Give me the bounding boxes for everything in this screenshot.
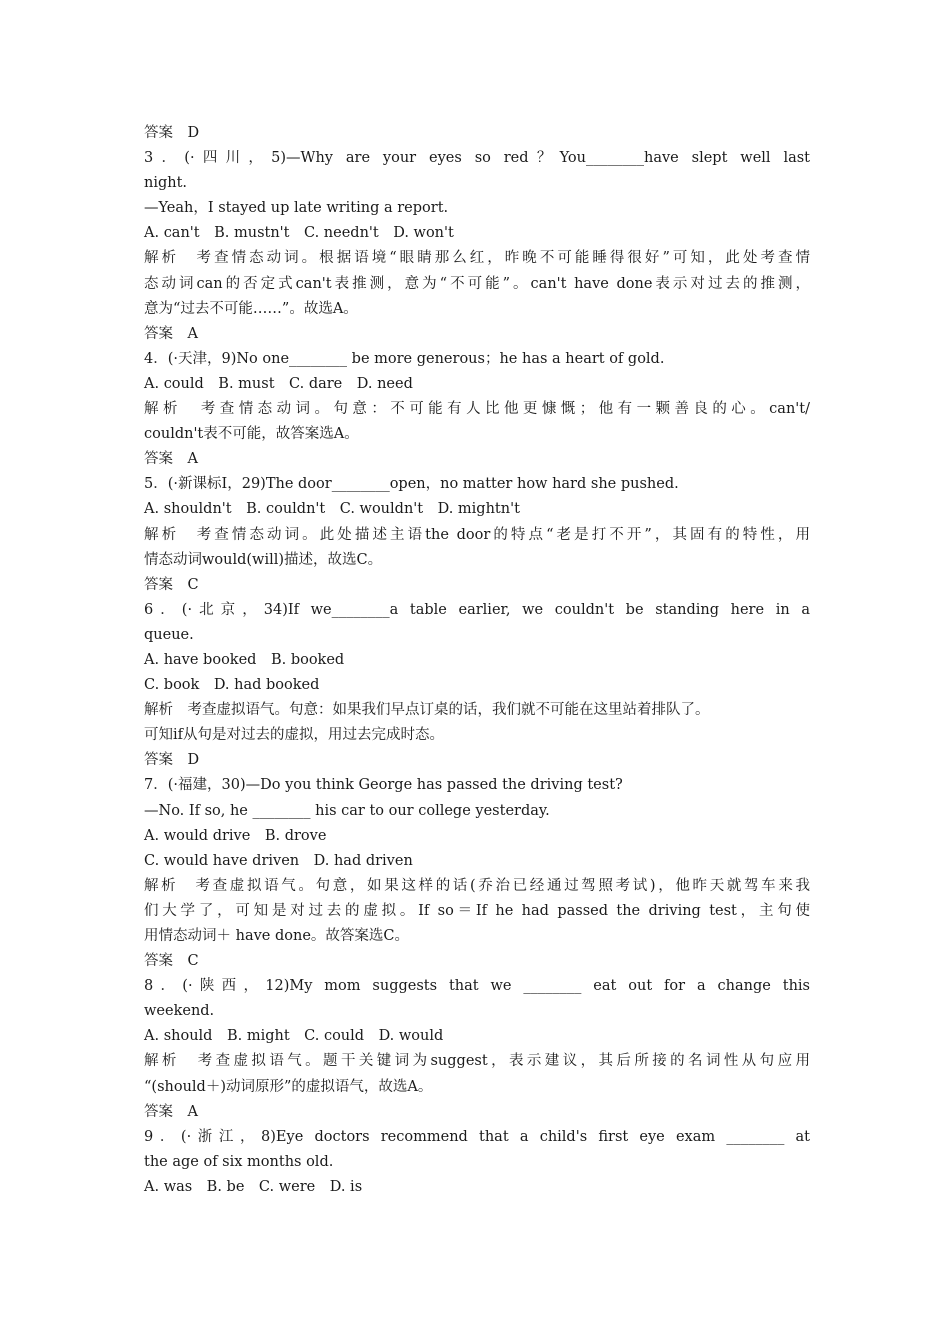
text-line: 解析 考查虚拟语气。句意，如果这样的话(乔治已经通过驾照考试)，他昨天就驾车来我: [144, 877, 810, 894]
text-line: 解析 考查情态动词。此处描述主语the door的特点“老是打不开”，其固有的特性，用: [144, 526, 810, 543]
text-line: 答案 C: [144, 576, 199, 593]
text-line: A. would drive B. drove: [144, 827, 327, 844]
text-line: 8．(·陕西，12)My mom suggests that we ________ eat out for a change this: [144, 978, 810, 995]
text-line: 5．(·新课标Ⅰ，29)The door________open，no matter how hard she pushed.: [144, 476, 679, 493]
text-line: 可知if从句是对过去的虚拟，用过去完成时态。: [144, 727, 445, 744]
text-line: queue.: [144, 626, 194, 643]
text-line: 7．(·福建，30)—Do you think George has passed the driving test?: [144, 777, 623, 794]
text-line: C. would have driven D. had driven: [144, 852, 413, 869]
text-line: 解析 考查情态动词。根据语境“眼睛那么红，昨晚不可能睡得很好”可知，此处考查情: [144, 250, 810, 267]
text-line: 们大学了，可知是对过去的虚拟。If so＝If he had passed the driving test，主句使: [144, 902, 810, 919]
text-line: 4．(·天津，9)No one________ be more generous；he has a heart of gold.: [144, 350, 665, 367]
text-line: 解析 考查虚拟语气。句意：如果我们早点订桌的话，我们就不可能在这里站着排队了。: [144, 702, 710, 719]
text-line: A. have booked B. booked: [144, 651, 345, 668]
text-line: 3．(·四川，5)—Why are your eyes so red？You________have slept well last: [144, 150, 810, 167]
text-line: “(should＋)动词原形”的虚拟语气，故选A。: [144, 1078, 433, 1095]
text-line: 态动词can的否定式can't表推测，意为“不可能”。can't have done表示对过去的推测，: [144, 275, 810, 292]
text-line: 答案 D: [144, 752, 200, 769]
text-line: 意为“过去不可能……”。故选A。: [144, 300, 358, 317]
text-line: 答案 A: [144, 325, 198, 342]
text-line: the age of six months old.: [144, 1153, 334, 1170]
text-line: couldn't表不可能，故答案选A。: [144, 426, 359, 443]
text-line: —No. If so, he ________ his car to our college yesterday.: [144, 802, 550, 819]
text-line: 6．(·北京，34)If we________a table earlier, we couldn't be standing here in a: [144, 601, 810, 618]
text-line: C. book D. had booked: [144, 677, 320, 694]
text-line: 答案 A: [144, 451, 198, 468]
text-line: A. could B. must C. dare D. need: [144, 375, 413, 392]
text-line: 情态动词would(will)描述，故选C。: [144, 551, 383, 568]
text-line: A. was B. be C. were D. is: [144, 1178, 363, 1195]
text-line: A. should B. might C. could D. would: [144, 1028, 444, 1045]
text-line: 用情态动词＋ have done。故答案选C。: [144, 928, 409, 944]
text-line: 答案 C: [144, 953, 199, 970]
text-line: night.: [144, 175, 188, 192]
text-line: weekend.: [144, 1003, 215, 1020]
document-body: [144, 121, 810, 1200]
text-line: —Yeah，I stayed up late writing a report.: [144, 200, 449, 217]
text-line: 解析 考查虚拟语气。题干关键词为suggest，表示建议，其后所接的名词性从句应用: [144, 1053, 810, 1070]
text-line: A. shouldn't B. couldn't C. wouldn't D. mightn't: [144, 501, 520, 518]
text-line: 解析 考查情态动词。句意：不可能有人比他更慷慨；他有一颗善良的心。can't/: [144, 401, 810, 418]
text-line: 9．(·浙江，8)Eye doctors recommend that a child's first eye exam ________ at: [144, 1128, 810, 1145]
text-line: 答案 A: [144, 1103, 198, 1120]
text-line: 答案 D: [144, 125, 200, 141]
text-line: A. can't B. mustn't C. needn't D. won't: [144, 225, 454, 242]
